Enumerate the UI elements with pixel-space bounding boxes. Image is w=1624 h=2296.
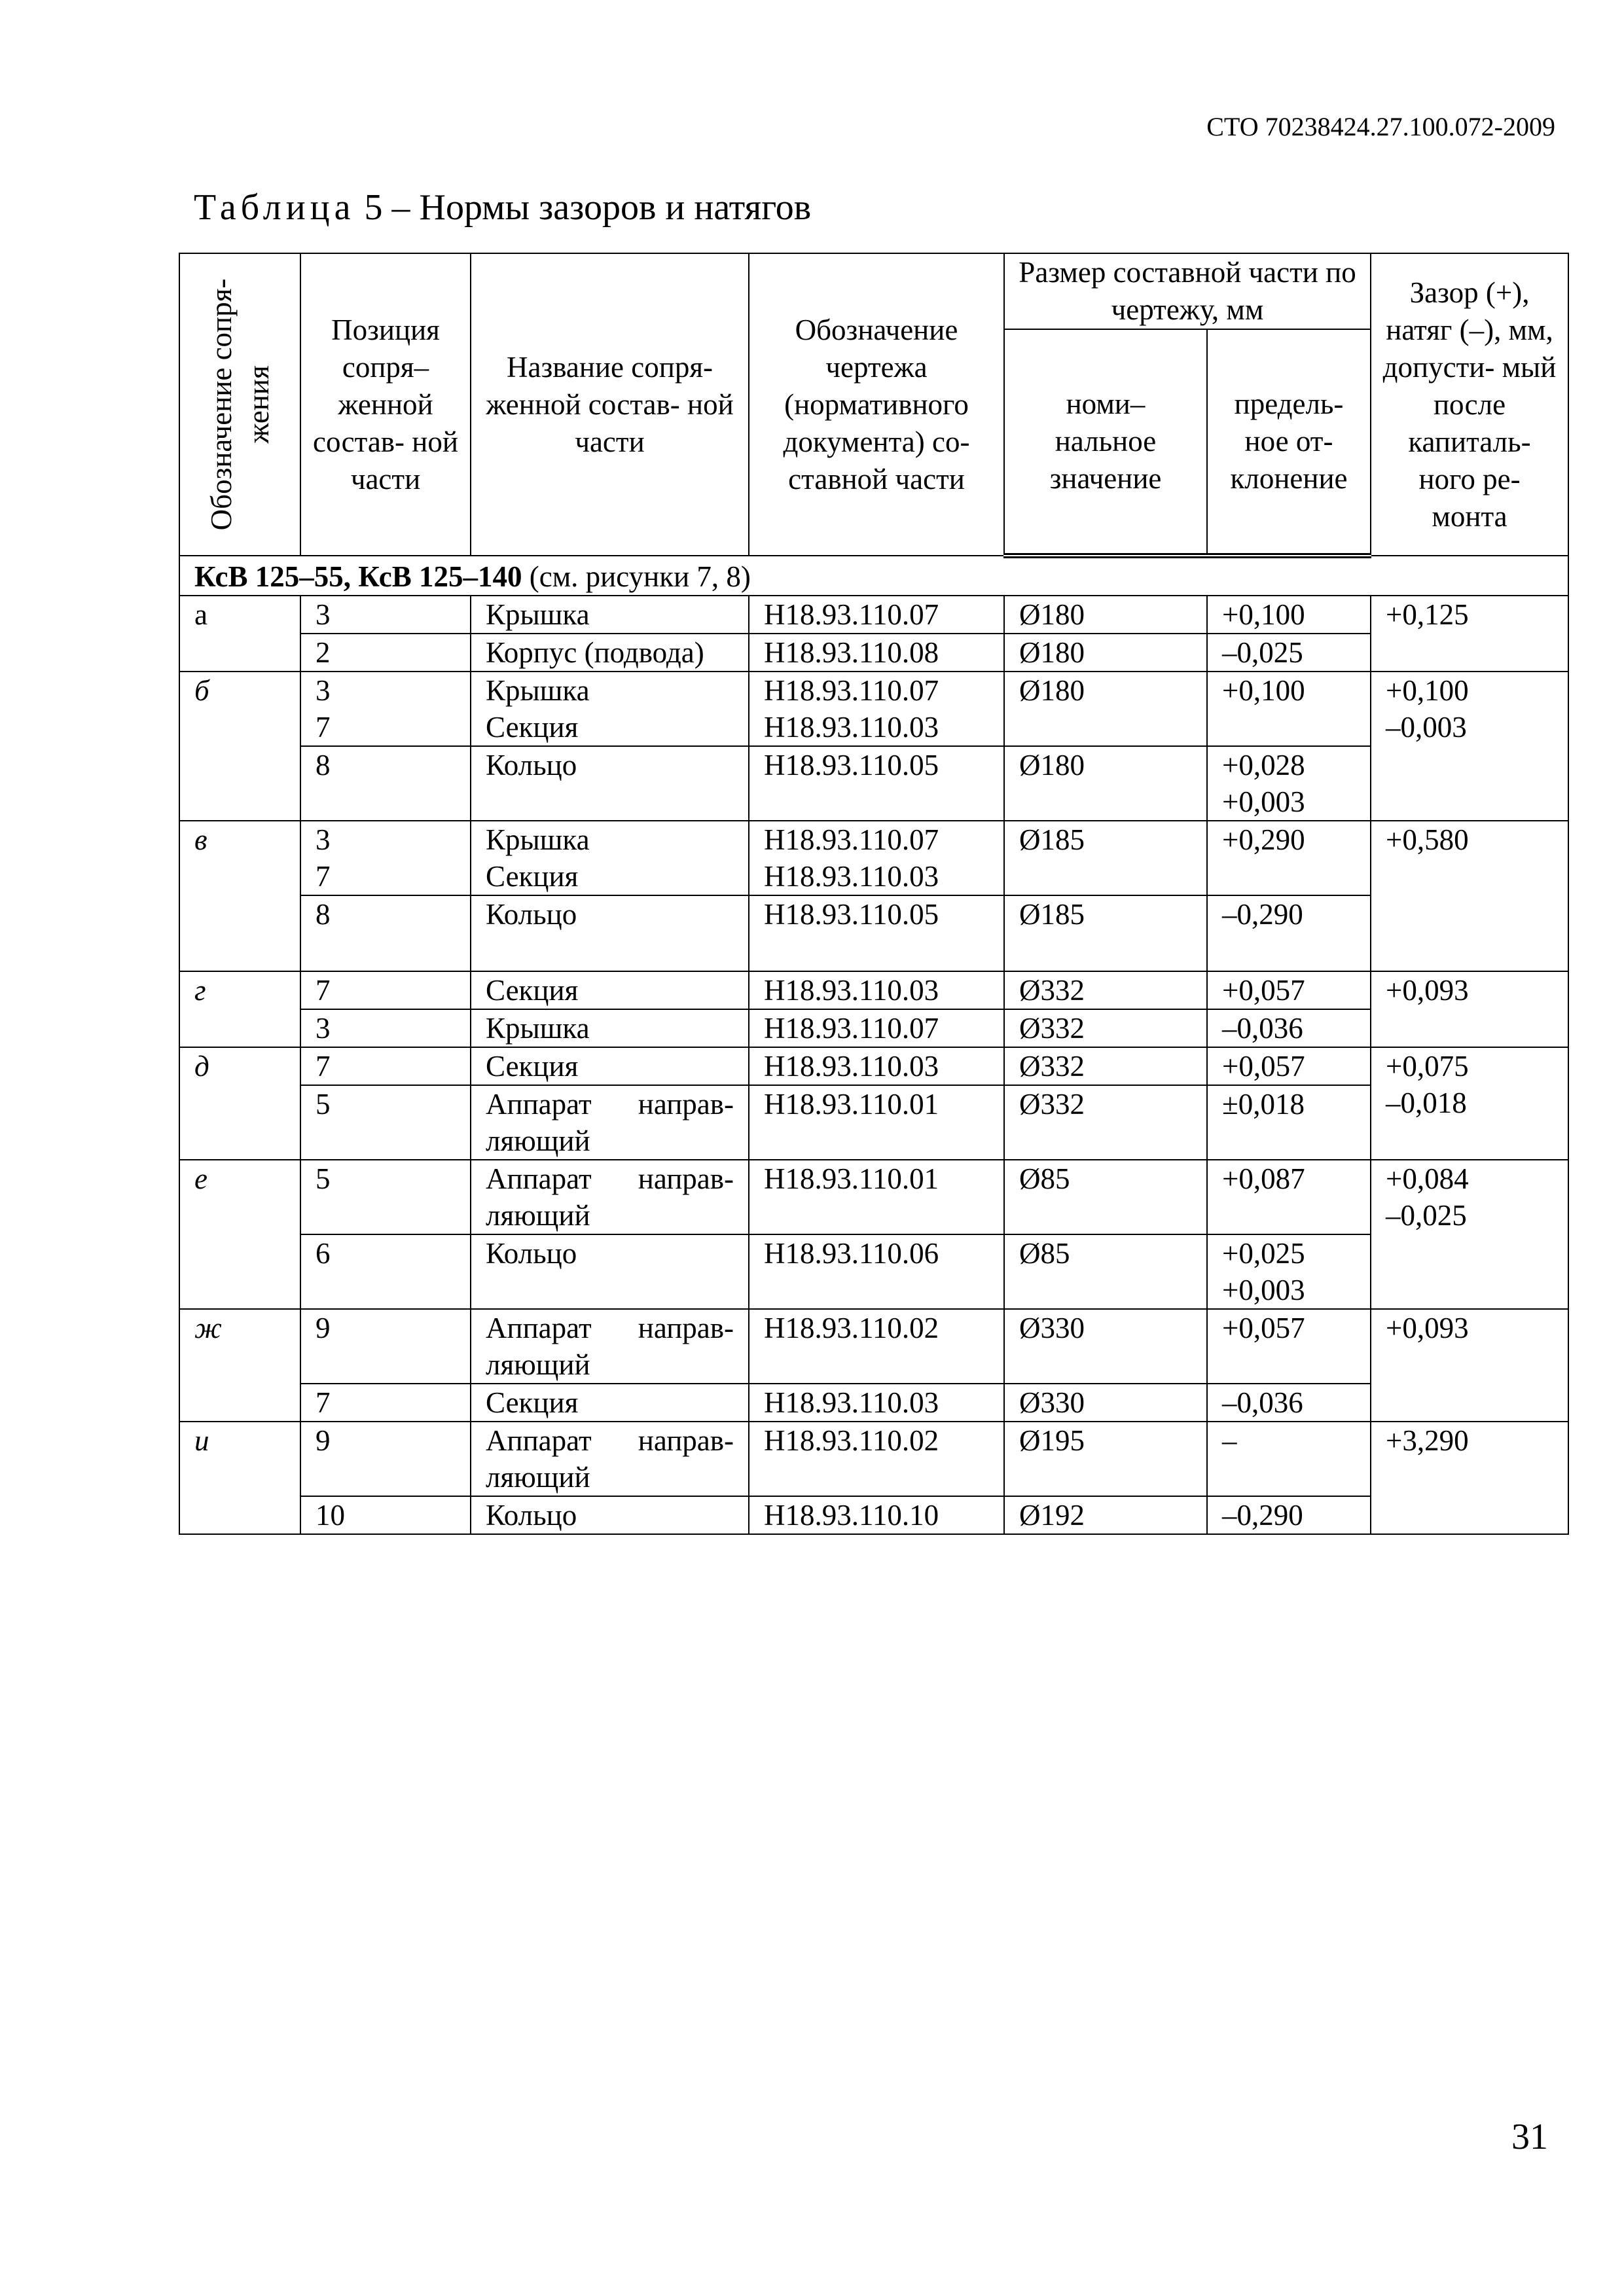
cell-drawing: Н18.93.110.05 [749, 895, 1004, 971]
cell-nominal: Ø332 [1004, 1047, 1207, 1085]
table-row [179, 821, 1568, 895]
table-row [179, 971, 1568, 1009]
cell-part-name: Аппарат направ- ляющий [471, 1309, 749, 1384]
cell-position: 9 [300, 1309, 471, 1384]
cell-deviation: +0,100 [1207, 596, 1371, 634]
cell-position: 3 7 [300, 821, 471, 895]
cell-nominal: Ø330 [1004, 1384, 1207, 1422]
cell-deviation: –0,025 [1207, 634, 1371, 672]
cell-position: 9 [300, 1422, 471, 1496]
table-row [179, 895, 1568, 971]
header-nominal: номи– нальное значение [1004, 329, 1207, 556]
cell-position: 7 [300, 1384, 471, 1422]
cell-clearance: +0,100 –0,003 [1371, 672, 1568, 821]
cell-deviation: +0,025 +0,003 [1207, 1234, 1371, 1309]
table-row [179, 1160, 1568, 1234]
cell-drawing: Н18.93.110.03 [749, 1047, 1004, 1085]
cell-part-name: Секция [471, 1047, 749, 1085]
cell-part-name: Кольцо [471, 746, 749, 821]
cell-position: 3 7 [300, 672, 471, 746]
cell-position: 7 [300, 1047, 471, 1085]
cell-deviation: +0,028 +0,003 [1207, 746, 1371, 821]
cell-drawing: Н18.93.110.06 [749, 1234, 1004, 1309]
cell-clearance: +0,125 [1371, 596, 1568, 672]
cell-drawing: Н18.93.110.03 [749, 971, 1004, 1009]
cell-nominal: Ø85 [1004, 1234, 1207, 1309]
cell-position: 5 [300, 1085, 471, 1160]
cell-position: 3 [300, 596, 471, 634]
mating-mark: в [179, 821, 300, 971]
mating-mark: и [179, 1422, 300, 1534]
cell-nominal: Ø332 [1004, 1009, 1207, 1047]
header-clearance: Зазор (+), натяг (–), мм, допусти- мый после капиталь- ного ре- монта [1371, 253, 1568, 556]
cell-drawing: Н18.93.110.01 [749, 1160, 1004, 1234]
cell-deviation: ±0,018 [1207, 1085, 1371, 1160]
cell-position: 6 [300, 1234, 471, 1309]
cell-drawing: Н18.93.110.07 Н18.93.110.03 [749, 672, 1004, 746]
cell-part-name: Крышка Секция [471, 672, 749, 746]
cell-deviation: +0,290 [1207, 821, 1371, 895]
cell-clearance: +0,580 [1371, 821, 1568, 971]
cell-drawing: Н18.93.110.01 [749, 1085, 1004, 1160]
cell-deviation: –0,290 [1207, 1496, 1371, 1534]
mating-mark: д [179, 1047, 300, 1160]
cell-drawing: Н18.93.110.10 [749, 1496, 1004, 1534]
cell-nominal: Ø332 [1004, 971, 1207, 1009]
header-size-group: Размер составной части по чертежу, мм [1004, 253, 1371, 329]
cell-clearance: +0,075 –0,018 [1371, 1047, 1568, 1160]
cell-deviation: +0,057 [1207, 1309, 1371, 1384]
cell-position: 8 [300, 895, 471, 971]
cell-part-name: Крышка Секция [471, 821, 749, 895]
cell-nominal: Ø195 [1004, 1422, 1207, 1496]
header-position: Позиция сопря– женной состав- ной части [300, 253, 471, 556]
cell-part-name: Кольцо [471, 1496, 749, 1534]
document-code: СТО 70238424.27.100.072-2009 [1206, 112, 1555, 141]
cell-drawing: Н18.93.110.05 [749, 746, 1004, 821]
table-row [179, 746, 1568, 821]
cell-position: 2 [300, 634, 471, 672]
cell-nominal: Ø180 [1004, 746, 1207, 821]
section-row [179, 556, 1568, 596]
table-caption [194, 187, 811, 228]
cell-nominal: Ø332 [1004, 1085, 1207, 1160]
table-row [179, 1309, 1568, 1384]
cell-position: 8 [300, 746, 471, 821]
table-row [179, 1009, 1568, 1047]
caption-label: Таблица [194, 187, 355, 228]
header-mating-designation: Обозначение сопря- жения [179, 253, 300, 556]
page-number: 31 [1511, 2117, 1548, 2157]
table-row [179, 1422, 1568, 1496]
cell-deviation: – [1207, 1422, 1371, 1496]
cell-position: 5 [300, 1160, 471, 1234]
cell-part-name: Крышка [471, 1009, 749, 1047]
cell-part-name: Кольцо [471, 895, 749, 971]
table-row [179, 1085, 1568, 1160]
cell-clearance: +0,093 [1371, 971, 1568, 1047]
cell-deviation: +0,057 [1207, 971, 1371, 1009]
cell-part-name: Секция [471, 1384, 749, 1422]
section-title: КсВ 125–55, КсВ 125–140 (см. рисунки 7, 8) [179, 556, 1568, 596]
cell-nominal: Ø185 [1004, 895, 1207, 971]
cell-drawing: Н18.93.110.02 [749, 1309, 1004, 1384]
cell-nominal: Ø180 [1004, 596, 1207, 634]
cell-part-name: Аппарат направ- ляющий [471, 1085, 749, 1160]
cell-part-name: Кольцо [471, 1234, 749, 1309]
cell-part-name: Аппарат направ- ляющий [471, 1160, 749, 1234]
cell-nominal: Ø185 [1004, 821, 1207, 895]
mating-mark: г [179, 971, 300, 1047]
table-row [179, 1384, 1568, 1422]
cell-deviation: –0,290 [1207, 895, 1371, 971]
cell-deviation: +0,087 [1207, 1160, 1371, 1234]
table-row [179, 596, 1568, 634]
cell-position: 7 [300, 971, 471, 1009]
cell-drawing: Н18.93.110.08 [749, 634, 1004, 672]
table-row [179, 672, 1568, 746]
mating-mark: а [179, 596, 300, 672]
table-row [179, 1234, 1568, 1309]
table-row [179, 1496, 1568, 1534]
cell-nominal: Ø180 [1004, 634, 1207, 672]
header-drawing-designation: Обозначение чертежа (нормативного документа) со- ставной части [749, 253, 1004, 556]
mating-mark: ж [179, 1309, 300, 1422]
cell-drawing: Н18.93.110.03 [749, 1384, 1004, 1422]
cell-deviation: +0,100 [1207, 672, 1371, 746]
cell-drawing: Н18.93.110.02 [749, 1422, 1004, 1496]
cell-nominal: Ø330 [1004, 1309, 1207, 1384]
table-row [179, 634, 1568, 672]
cell-part-name: Корпус (подвода) [471, 634, 749, 672]
cell-part-name: Секция [471, 971, 749, 1009]
norms-table [179, 253, 1569, 1535]
cell-deviation: –0,036 [1207, 1384, 1371, 1422]
cell-clearance: +3,290 [1371, 1422, 1568, 1534]
cell-position: 10 [300, 1496, 471, 1534]
caption-title: 5 – Нормы зазоров и натягов [364, 187, 812, 228]
cell-drawing: Н18.93.110.07 [749, 1009, 1004, 1047]
cell-nominal: Ø85 [1004, 1160, 1207, 1234]
cell-nominal: Ø180 [1004, 672, 1207, 746]
cell-nominal: Ø192 [1004, 1496, 1207, 1534]
cell-drawing: Н18.93.110.07 Н18.93.110.03 [749, 821, 1004, 895]
mating-mark: е [179, 1160, 300, 1309]
cell-position: 3 [300, 1009, 471, 1047]
cell-clearance: +0,093 [1371, 1309, 1568, 1422]
cell-deviation: +0,057 [1207, 1047, 1371, 1085]
header-deviation: предель- ное от- клонение [1207, 329, 1371, 556]
table-row [179, 1047, 1568, 1085]
cell-deviation: –0,036 [1207, 1009, 1371, 1047]
cell-drawing: Н18.93.110.07 [749, 596, 1004, 634]
cell-clearance: +0,084 –0,025 [1371, 1160, 1568, 1309]
cell-part-name: Аппарат направ- ляющий [471, 1422, 749, 1496]
mating-mark: б [179, 672, 300, 821]
header-part-name: Название сопря- женной состав- ной части [471, 253, 749, 556]
cell-part-name: Крышка [471, 596, 749, 634]
